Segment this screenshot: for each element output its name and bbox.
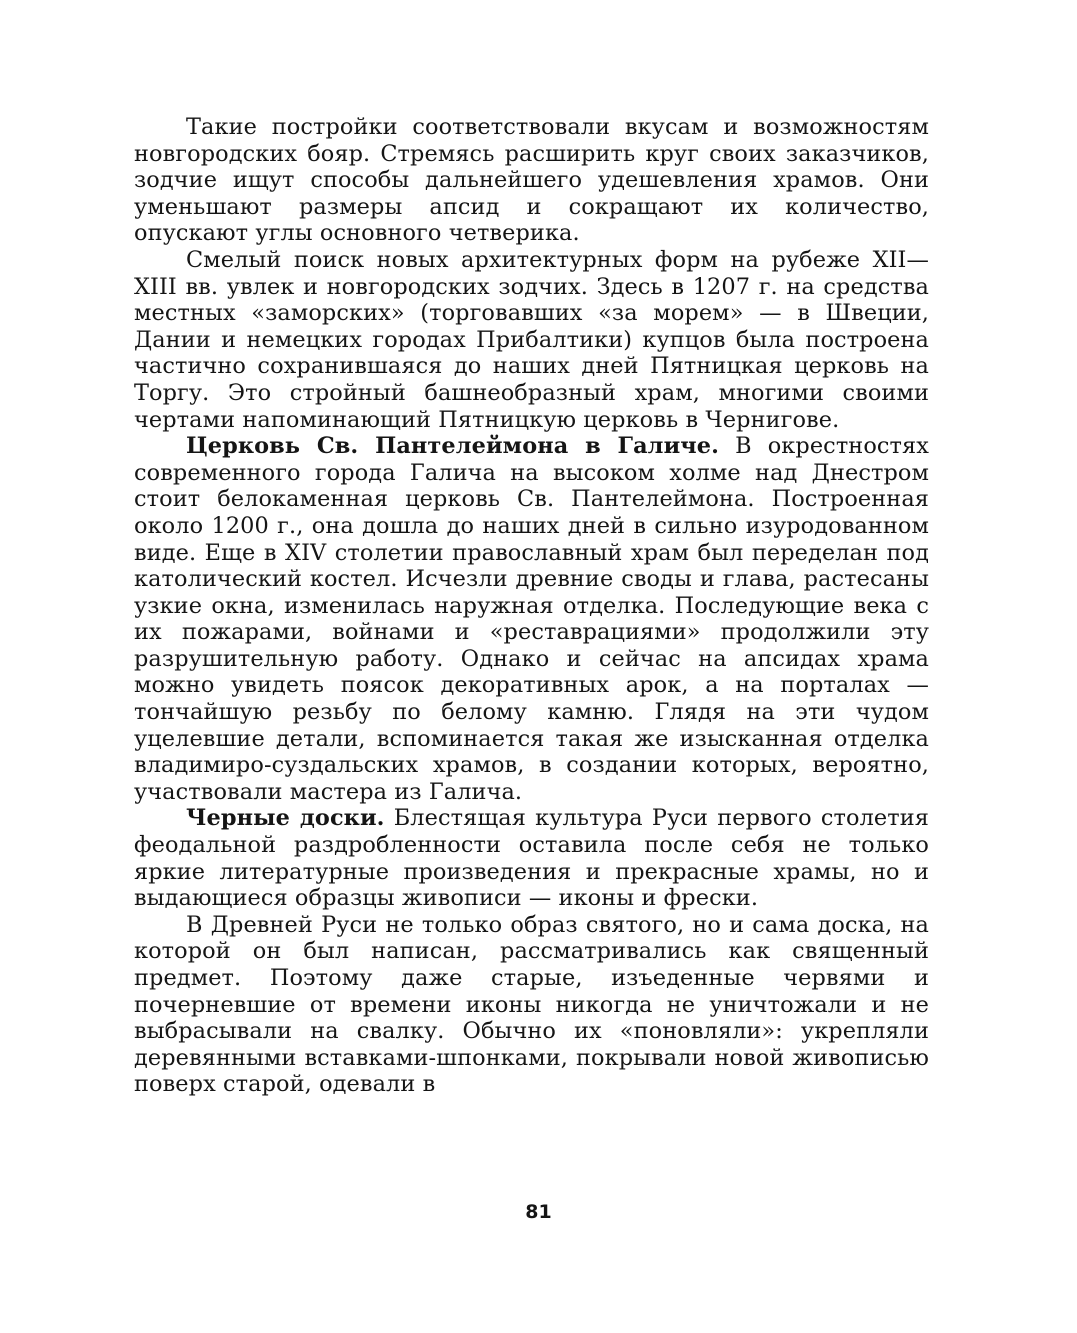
- paragraph-3: [134, 433, 929, 805]
- paragraph-5: [134, 912, 929, 1098]
- paragraph-4: [134, 805, 929, 911]
- page-text: [134, 114, 929, 1098]
- paragraph-3-text: В окрестностях современного города Галича на высоком холме над Днестром стоит белокаменная церковь Св. Пантелеймона. Построенная около 1200 г., она дошла до наших дней в сильно изуродованном виде. Еще в XIV столетии православный храм был переделан под католический костел. Исчезли древние своды и глава, растесаны узкие окна, изменилась наружная отделка. Последующие века с их пожарами, войнами и «реставрациями» продолжили эту разрушительную работу. Однако и сейчас на апсидах храма можно увидеть поясок декоративных арок, а на порталах — тончайшую резьбу по белому камню. Глядя на эти чудом уцелевшие детали, вспоминается такая же изысканная отделка владимиро-суздальских храмов, в создании которых, вероятно, участвовали мастера из Галича.: [134, 433, 929, 805]
- page-number: 81: [525, 1201, 552, 1223]
- section-heading-pantaleon-church: Церковь Св. Пантелеймона в Галиче.: [186, 433, 720, 460]
- paragraph-2-text: Смелый поиск новых архитектурных форм на рубеже XII—XIII вв. увлек и новгородских зодчих. Здесь в 1207 г. на средства местных «заморских» (торговавших «за морем» — в Швеции, Дании и немецких городах Прибалтики) купцов была построена частично сохранившаяся до наших дней Пятницкая церковь на Торгу. Это стройный башнеобразный храм, многими своими чертами напоминающий Пятницкую церковь в Чернигове.: [134, 246, 929, 433]
- paragraph-1: [134, 114, 929, 247]
- paragraph-5-text: В Древней Руси не только образ святого, но и сама доска, на которой он был написан, рассматривались как священный предмет. Поэтому даже старые, изъеденные червями и почерневшие от времени иконы никогда не уничтожали и не выбрасывали на свалку. Обычно их «поновляли»: укрепляли деревянными вставками-шпонками, покрывали новой живописью поверх старой, одевали в: [134, 911, 929, 1098]
- paragraph-2: [134, 247, 929, 433]
- paragraph-4-text: Блестящая культура Руси первого столетия феодальной раздробленности оставила после себя не только яркие литературные произведения и прекрасные храмы, но и выдающиеся образцы живописи — иконы и фрески.: [134, 805, 930, 912]
- section-heading-black-boards: Черные доски.: [186, 805, 385, 832]
- paragraph-1-text: Такие постройки соответствовали вкусам и возможностям новгородских бояр. Стремясь расширить круг своих заказчиков, зодчие ищут способы дальнейшего удешевления храмов. Они уменьшают размеры апсид и сокращают их количество, опускают углы основного четверика.: [134, 114, 929, 247]
